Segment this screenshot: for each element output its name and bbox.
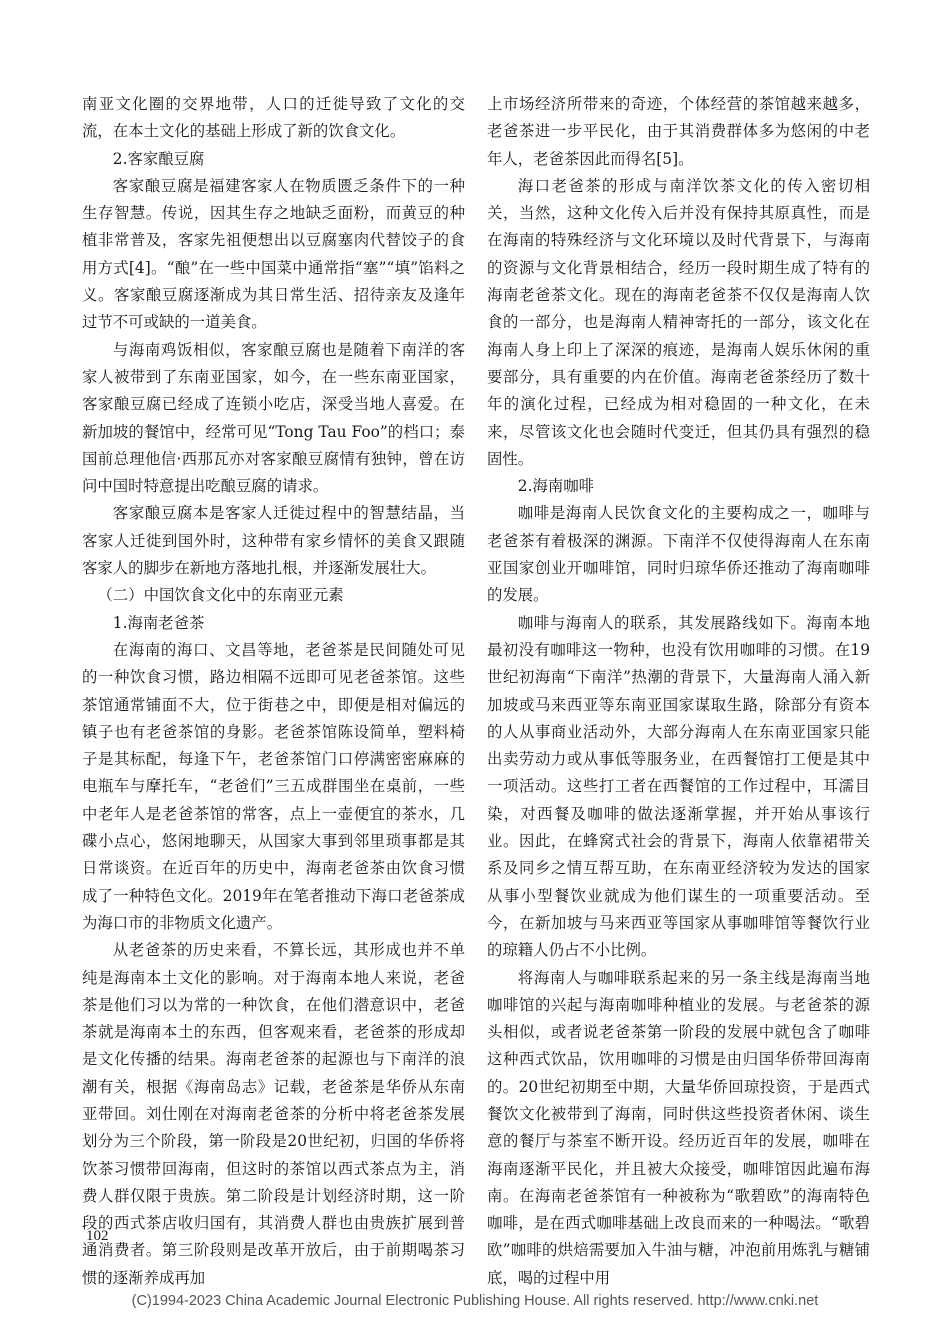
paragraph: 在海南的海口、文昌等地，老爸茶是民间随处可见的一种饮食习惯，路边相隔不远即可见老爸茶馆。这些茶馆通常铺面不大，位于街巷之中，即便是相对偏远的镇子也有老爸茶馆的身影。老爸茶馆陈设简单，塑料椅子是其标配，每逢下午，老爸茶馆门口停满密密麻麻的电瓶车与摩托车，“老爸们”三五成群围坐在桌前，一些中老年人是老爸茶馆的常客，点上一壶便宜的茶水，几碟小点心，悠闲地聊天，从国家大事到邻里琐事都是其日常谈资。在近百年的历史中，海南老爸茶由饮食习惯成了一种特色文化。2019年在笔者推动下海口老爸茶成为海口市的非物质文化遗产。 bbox=[82, 640, 465, 932]
subheading-laobacha: 1.海南老爸茶 bbox=[112, 613, 205, 632]
paragraph: 将海南人与咖啡联系起来的另一条主线是海南当地咖啡馆的兴起与海南咖啡种植业的发展。与老爸茶的源头相似，或者说老爸茶第一阶段的发展中就包含了咖啡这种西式饮品，饮用咖啡的习惯是由归国华侨带回海南的。20世纪初期至中期，大量华侨回琼投资，于是西式餐饮文化被带到了海南，同时供这些投资者休闲、谈生意的餐厅与茶室不断开设。经历近百年的发展，咖啡在海南逐渐平民化，并且被大众接受，咖啡馆因此遍布海南。在海南老爸茶馆有一种被称为“歌碧欧”的海南特色咖啡，是在西式咖啡基础上改良而来的一种喝法。“歌碧欧”咖啡的烘焙需要加入牛油与糖，冲泡前用炼乳与糖铺底，喝的过程中用 bbox=[487, 968, 870, 1287]
subheading-coffee: 2.海南咖啡 bbox=[517, 477, 595, 496]
paragraph: 从老爸茶的历史来看，不算长远，其形成也并不单纯是海南本土文化的影响。对于海南本地人来说，老爸茶是他们习以为常的一种饮食，在他们潜意识中，老爸茶就是海南本土的东西，但客观来看，老爸茶的形成却是文化传播的结果。海南老爸茶的起源也与下南洋的浪潮有关，根据《海南岛志》记载，老爸茶是华侨从东南亚带回。刘仕刚在对海南老爸茶的分析中将老爸茶发展划分为三个阶段，第一阶段是20世纪初，归国的华侨将饮茶习惯带回海南，但这时的茶馆以西式茶点为主，消费人群仅限于贵族。第二阶段是计划经济时期，这一阶段的西式茶店收归国有，其消费人群也由贵族扩展到普通消费者。第三阶段则是改革开放后，由于前期喝茶习惯的逐渐养成再加 bbox=[82, 941, 465, 1287]
paragraph: 客家酿豆腐是福建客家人在物质匮乏条件下的一种生存智慧。传说，因其生存之地缺乏面粉，而黄豆的种植非常普及，客家先祖便想出以豆腐塞肉代替饺子的食用方式[4]。“酿”在一些中国菜中通常指“塞”“填”馅料之义。客家酿豆腐逐渐成为其日常生活、招待亲友及逢年过节不可或缺的一道美食。 bbox=[82, 176, 465, 332]
page-number: 102 bbox=[86, 1228, 109, 1244]
paragraph: 海口老爸茶的形成与南洋饮茶文化的传入密切相关，当然，这种文化传入后并没有保持其原真性，而是在海南的特殊经济与文化环境以及时代背景下，与海南的资源与文化背景相结合，经历一段时期生成了特有的海南老爸茶文化。现在的海南老爸茶不仅仅是海南人饮食的一部分，也是海南人精神寄托的一部分，该文化在海南人身上印上了深深的痕迹，是海南人娱乐休闲的重要部分，具有重要的内在价值。海南老爸茶经历了数十年的演化过程，已经成为相对稳固的一种文化，在未来，尽管该文化也会随时代变迁，但其仍具有强烈的稳固性。 bbox=[487, 176, 870, 468]
paragraph: 客家酿豆腐本是客家人迁徙过程中的智慧结晶，当客家人迁徙到国外时，这种带有家乡情怀的美食又跟随客家人的脚步在新地方落地扎根，并逐渐发展壮大。 bbox=[82, 504, 465, 578]
paragraph: 上市场经济所带来的奇迹，个体经营的茶馆越来越多，老爸茶进一步平民化，由于其消费群体多为悠闲的中老年人，老爸茶因此而得名[5]。 bbox=[487, 95, 870, 168]
paragraph: 南亚文化圈的交界地带，人口的迁徙导致了文化的交流，在本土文化的基础上形成了新的饮食文化。 bbox=[82, 95, 465, 141]
right-column bbox=[487, 91, 870, 1292]
section-heading: （二）中国饮食文化中的东南亚元素 bbox=[97, 586, 344, 605]
subheading-hakka-tofu: 2.客家酿豆腐 bbox=[112, 149, 205, 168]
copyright-footer: (C)1994-2023 China Academic Journal Electronic Publishing House. All rights reserved. http://www.cnki.net bbox=[131, 1293, 819, 1309]
paragraph: 与海南鸡饭相似，客家酿豆腐也是随着下南洋的客家人被带到了东南亚国家，如今，在一些东南亚国家，客家酿豆腐已经成了连锁小吃店，深受当地人喜爱。在新加坡的餐馆中，经常可见“Tong Tau Foo”的档口；泰国前总理他信·西那瓦亦对客家酿豆腐情有独钟，曾在访问中国时特意提出吃酿豆腐的请求。 bbox=[82, 340, 465, 496]
left-column bbox=[82, 91, 465, 1292]
paragraph: 咖啡与海南人的联系，其发展路线如下。海南本地最初没有咖啡这一物种，也没有饮用咖啡的习惯。在19世纪初海南“下南洋”热潮的背景下，大量海南人涌入新加坡或马来西亚等东南亚国家谋取生路，除部分有资本的人从事商业活动外，大部分海南人在东南亚国家只能出卖劳动力或从事低等服务业，在西餐馆打工便是其中一项活动。这些打工者在西餐馆的工作过程中，耳濡目染，对西餐及咖啡的做法逐渐掌握，并开始从事该行业。因此，在蜂窝式社会的背景下，海南人依靠裙带关系及同乡之情互帮互助，在东南亚经济较为发达的国家从事小型餐饮业就成为他们谋生的一项重要活动。至今，在新加坡与马来西亚等国家从事咖啡馆等餐饮行业的琼籍人仍占不小比例。 bbox=[487, 613, 870, 960]
paragraph: 咖啡是海南人民饮食文化的主要构成之一，咖啡与老爸茶有着极深的渊源。下南洋不仅使得海南人在东南亚国家创业开咖啡馆，同时归琼华侨还推动了海南咖啡的发展。 bbox=[487, 504, 870, 605]
